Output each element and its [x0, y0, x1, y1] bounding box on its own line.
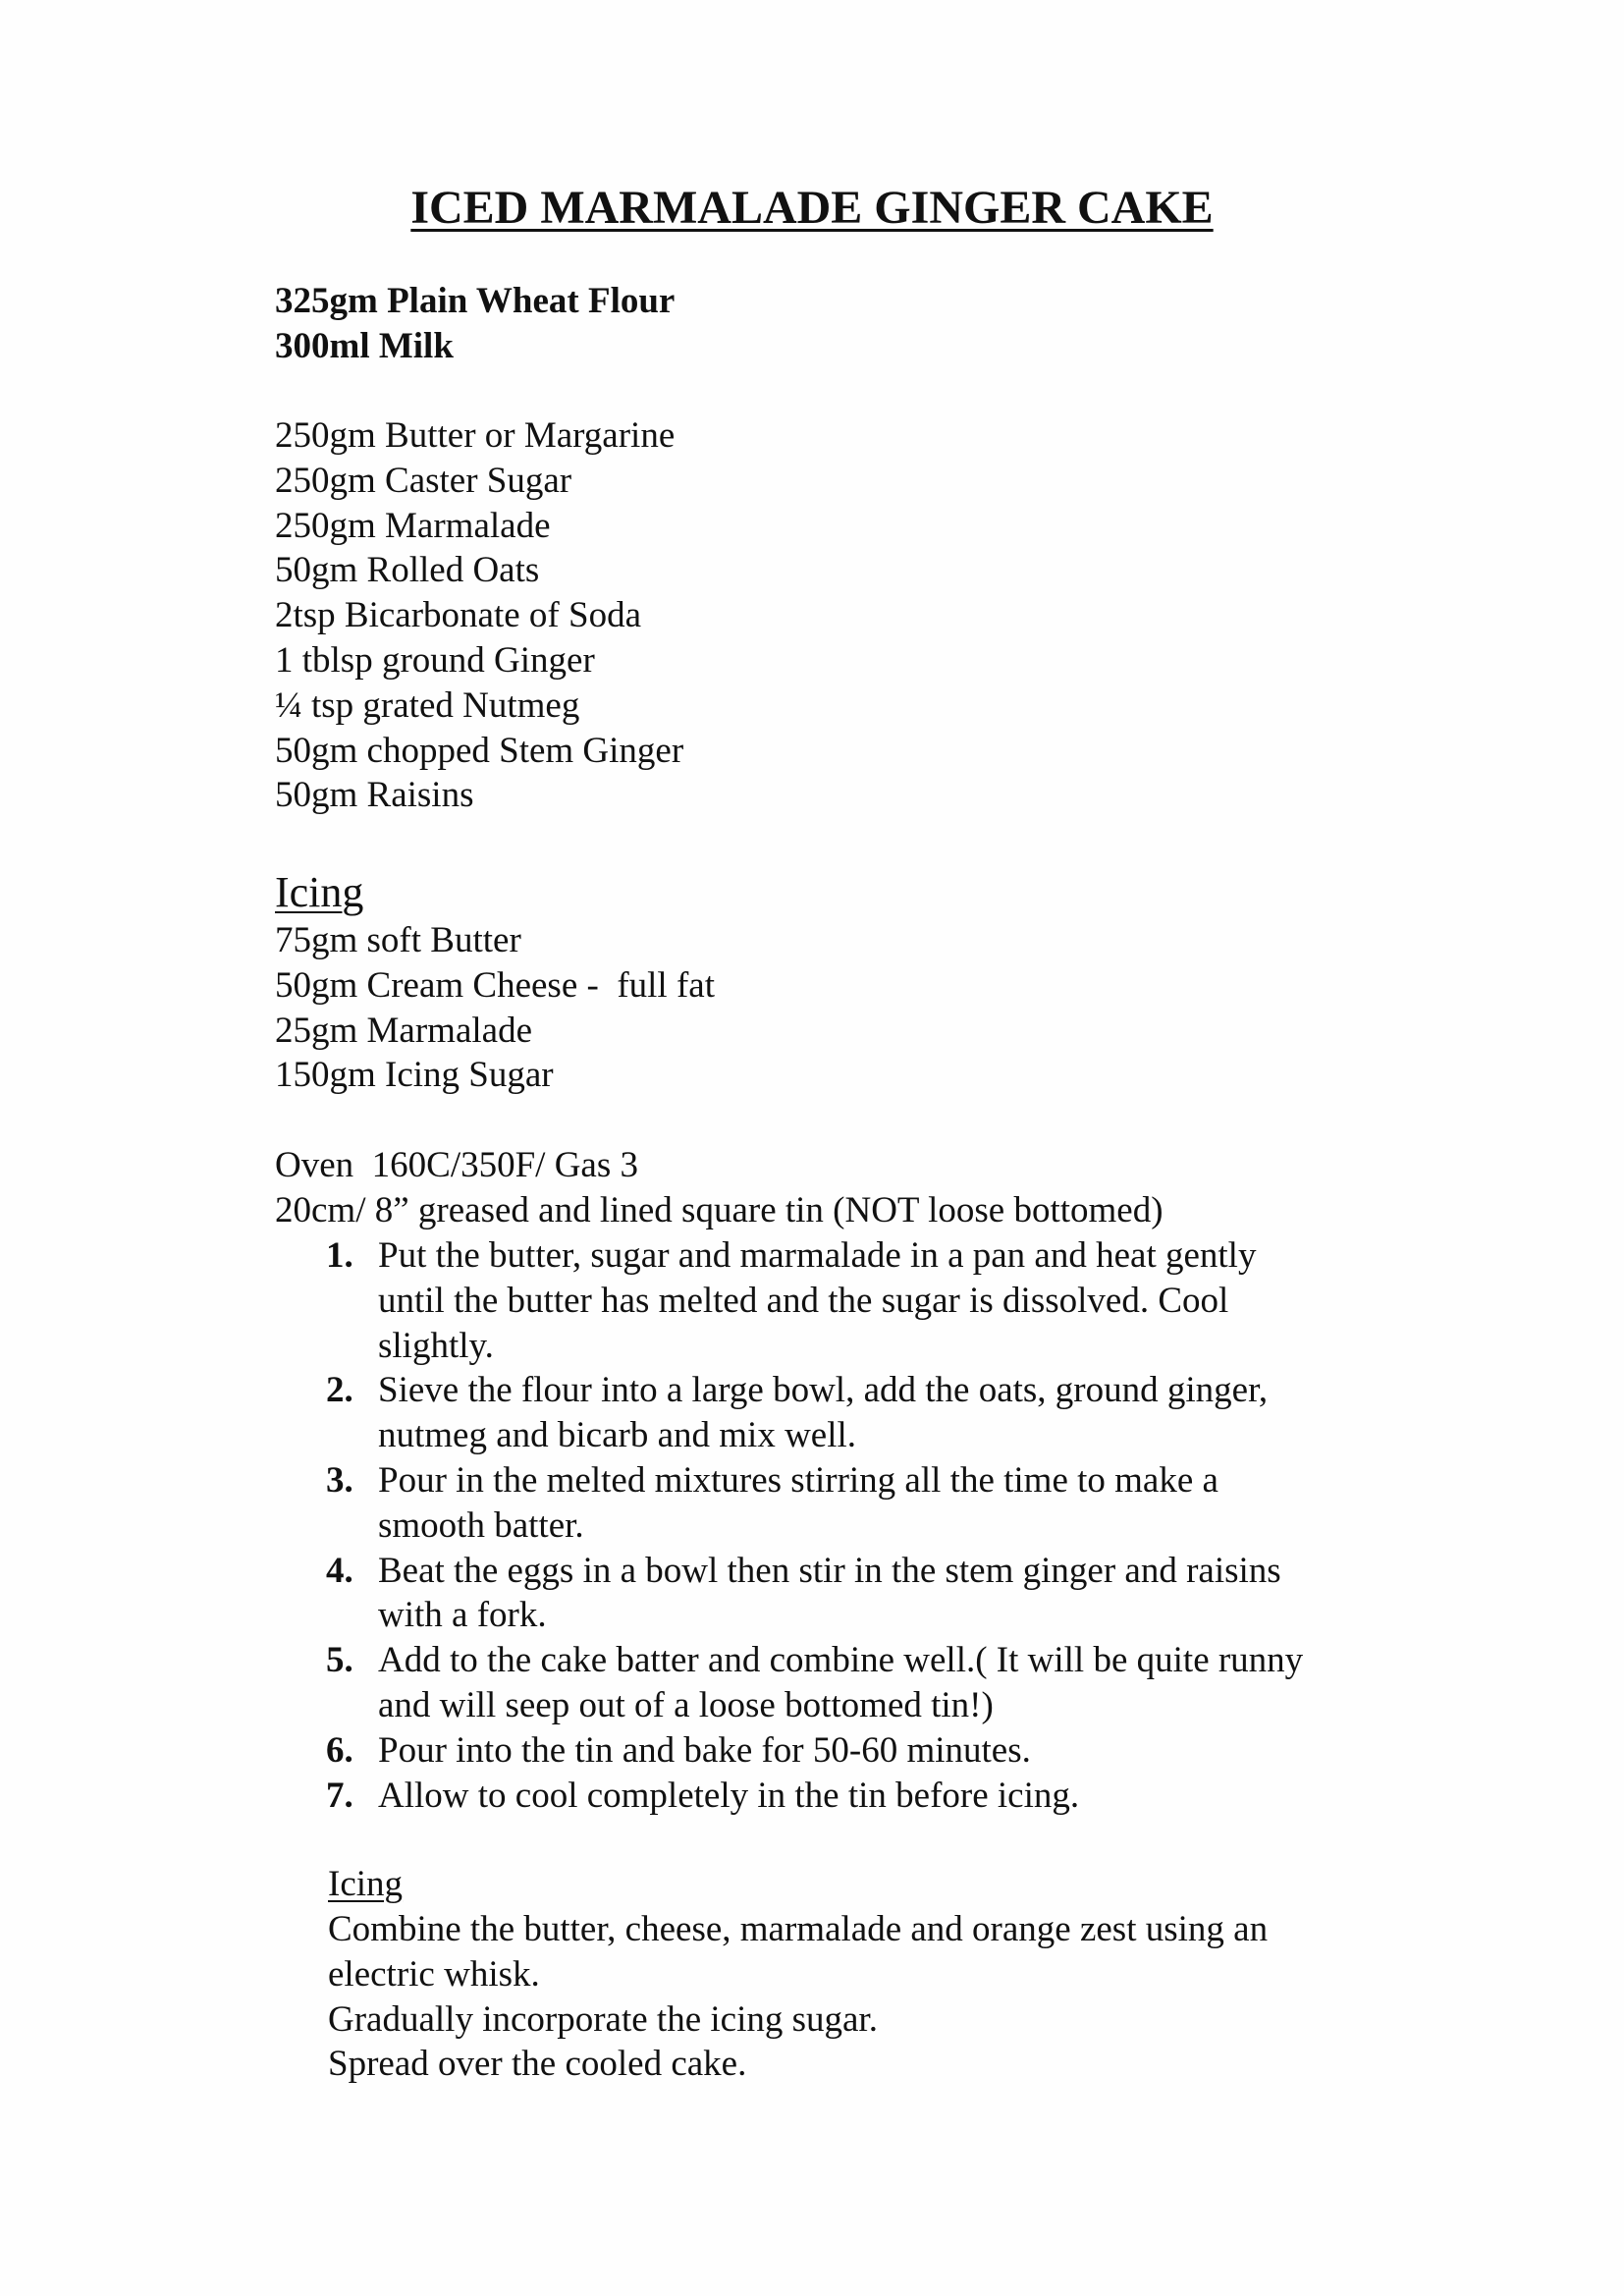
- step-line: slightly.: [378, 1325, 494, 1366]
- method-step: [326, 1368, 1386, 1458]
- icing-ingredient-line: 75gm soft Butter: [275, 920, 521, 960]
- tin-line: 20cm/ 8” greased and lined square tin (NOT loose bottomed): [275, 1189, 1164, 1230]
- method-step: [326, 1728, 1386, 1774]
- icing-method-line: Spread over the cooled cake.: [328, 2044, 747, 2085]
- step-line: smooth batter.: [378, 1504, 584, 1546]
- step-number: 1.: [326, 1235, 353, 1276]
- step-line: Pour into the tin and bake for 50-60 minutes.: [378, 1729, 1031, 1771]
- step-line: nutmeg and bicarb and mix well.: [378, 1415, 857, 1456]
- oven-instructions: [275, 1143, 1164, 1233]
- step-number: 2.: [326, 1370, 353, 1411]
- icing-method-heading: Icing: [328, 1864, 404, 1904]
- icing-method-line: electric whisk.: [328, 1953, 540, 1995]
- oven-line: Oven 160C/350F/ Gas 3: [275, 1145, 638, 1185]
- step-number: 6.: [326, 1729, 353, 1771]
- icing-method-text: [328, 1907, 1268, 2087]
- icing-method-line: Combine the butter, cheese, marmalade and orange zest using an: [328, 1909, 1269, 1949]
- ingredient-line: 50gm Raisins: [275, 775, 474, 816]
- step-line: Allow to cool completely in the tin before icing.: [378, 1775, 1080, 1816]
- ingredient-line: 2tsp Bicarbonate of Soda: [275, 595, 641, 636]
- method-step: [326, 1233, 1386, 1368]
- step-number: 4.: [326, 1550, 353, 1591]
- ingredient-line: 250gm Marmalade: [275, 505, 551, 546]
- step-line: until the butter has melted and the sugar is dissolved. Cool: [378, 1280, 1229, 1321]
- recipe-title: ICED MARMALADE GINGER CAKE: [410, 182, 1214, 234]
- step-line: Sieve the flour into a large bowl, add the oats, ground ginger,: [378, 1370, 1269, 1411]
- step-number: 5.: [326, 1640, 353, 1681]
- ingredient-line: ¼ tsp grated Nutmeg: [275, 684, 580, 726]
- icing-method-line: Gradually incorporate the icing sugar.: [328, 1998, 878, 2040]
- step-line: Beat the eggs in a bowl then stir in the stem ginger and raisins: [378, 1550, 1281, 1591]
- step-number: 7.: [326, 1775, 353, 1816]
- method-step: [326, 1774, 1386, 1819]
- step-line: Put the butter, sugar and marmalade in a pan and heat gently: [378, 1235, 1257, 1276]
- method-step: [326, 1549, 1386, 1639]
- ingredient-line: 300ml Milk: [275, 325, 454, 366]
- method-step: [326, 1458, 1386, 1549]
- icing-ingredient-line: 50gm Cream Cheese - full fat: [275, 964, 715, 1006]
- icing-ingredient-line: 150gm Icing Sugar: [275, 1055, 554, 1096]
- ingredient-line: 50gm Rolled Oats: [275, 550, 540, 591]
- main-ingredients-list: [275, 279, 675, 369]
- step-line: and will seep out of a loose bottomed tin!): [378, 1684, 994, 1725]
- ingredients-list: [275, 413, 683, 818]
- ingredient-line: 1 tblsp ground Ginger: [275, 639, 595, 681]
- step-line: Pour in the melted mixtures stirring all the time to make a: [378, 1459, 1218, 1501]
- step-line: Add to the cake batter and combine well.( It will be quite runny: [378, 1640, 1304, 1681]
- ingredient-line: 250gm Caster Sugar: [275, 460, 572, 501]
- step-line: with a fork.: [378, 1595, 547, 1636]
- ingredient-line: 325gm Plain Wheat Flour: [275, 281, 676, 321]
- method-steps: [326, 1233, 1386, 1818]
- icing-heading: Icing: [275, 868, 364, 916]
- step-number: 3.: [326, 1459, 353, 1501]
- icing-ingredient-line: 25gm Marmalade: [275, 1010, 532, 1051]
- ingredient-line: 50gm chopped Stem Ginger: [275, 730, 684, 771]
- method-step: [326, 1638, 1386, 1728]
- icing-ingredients-list: [275, 918, 715, 1098]
- ingredient-line: 250gm Butter or Margarine: [275, 415, 676, 456]
